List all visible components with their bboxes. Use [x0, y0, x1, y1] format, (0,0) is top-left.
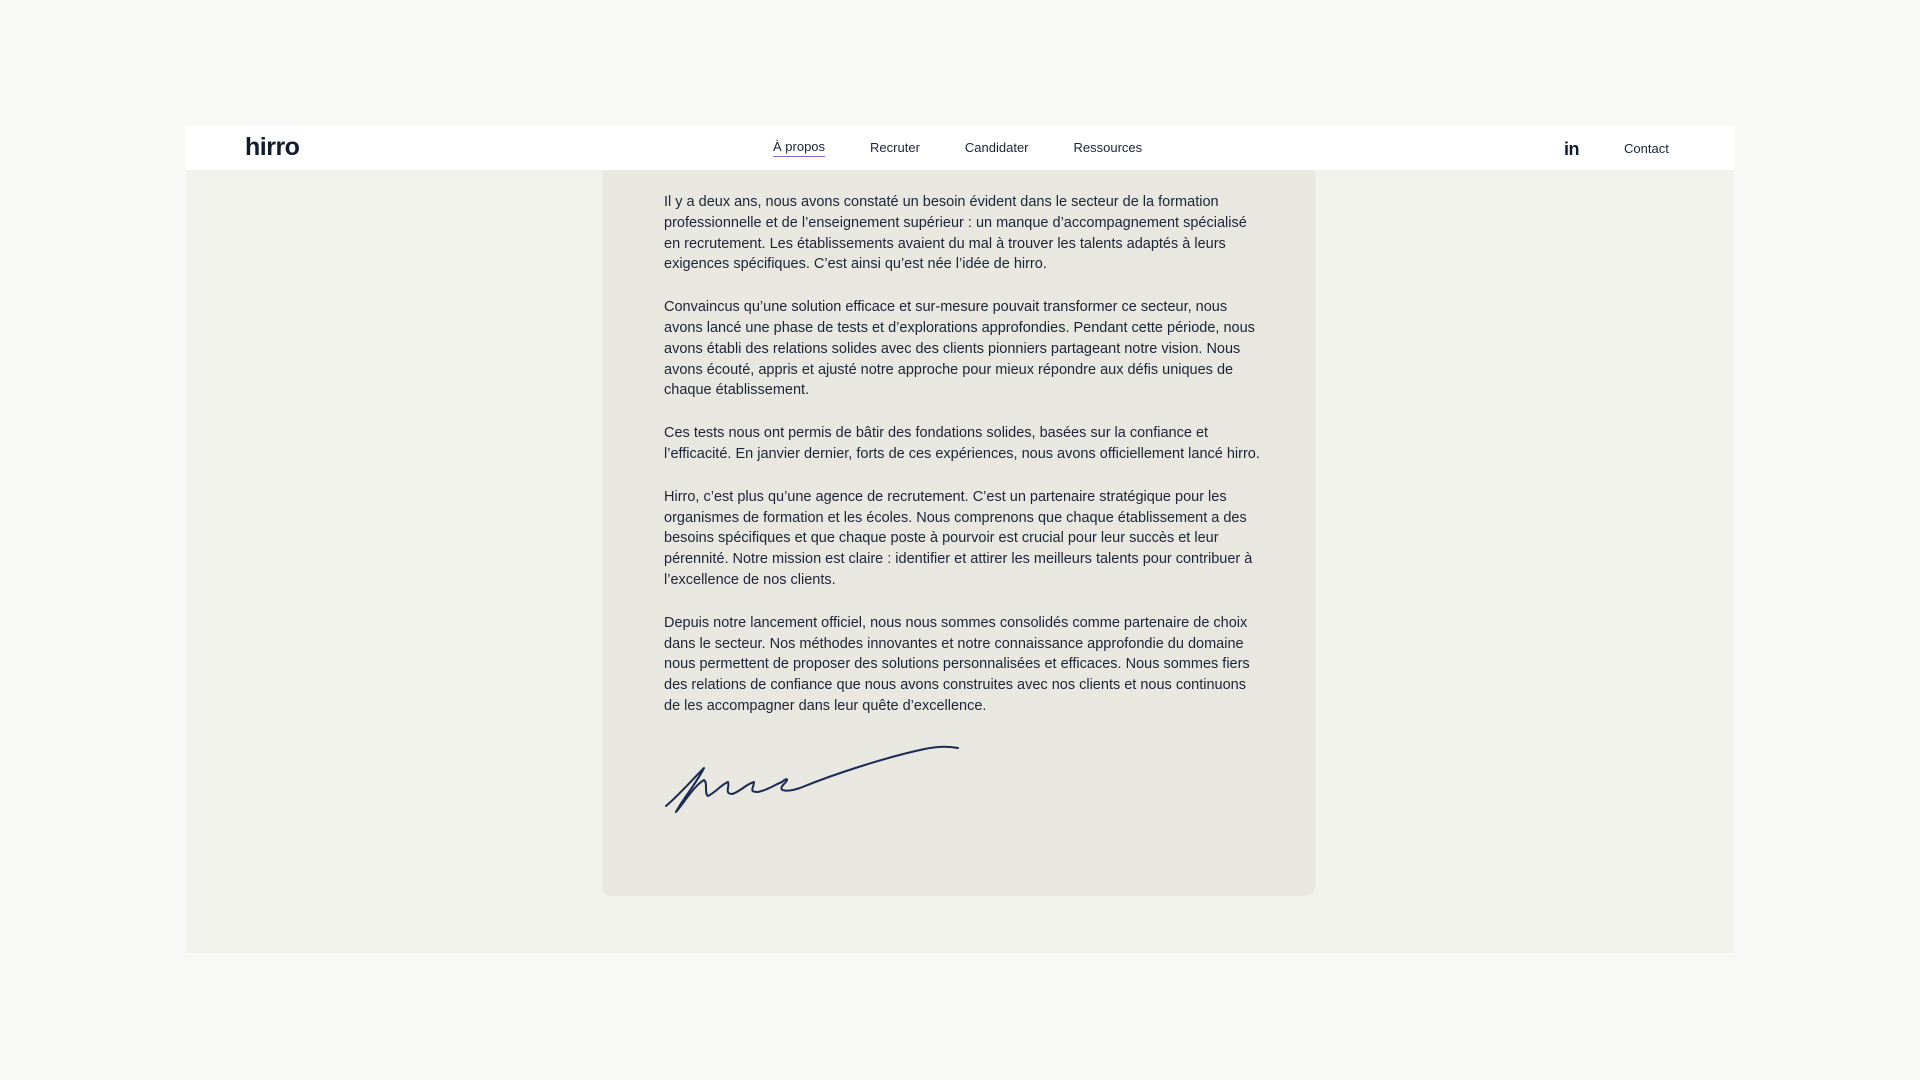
linkedin-icon[interactable]: in — [1564, 139, 1579, 159]
top-navigation — [186, 126, 1734, 170]
nav-link-recruter[interactable]: Recruter — [870, 139, 920, 155]
letter-paragraph-5: Depuis notre lancement officiel, nous nous sommes consolidés comme partenaire de choix dans le secteur. Nos méthodes innovantes et notre connaissance approfondie du domaine nous permettent de proposer des solutions personnalisées et efficaces. Nous sommes fiers des relations de confiance que nous avons construites avec nos clients et nous continuons de les accompagner dans leur quête d’excellence. — [664, 614, 1250, 714]
nav-link-candidater[interactable]: Candidater — [964, 139, 1029, 155]
letter-card — [602, 126, 1315, 896]
nav-link-ressources[interactable]: Ressources — [1073, 139, 1143, 155]
nav-link-a-propos[interactable]: À propos — [773, 139, 825, 157]
letter-paragraph-1: Il y a deux ans, nous avons constaté un besoin évident dans le secteur de la formation professionnelle et de l’enseignement supérieur : un manque d’accompagnement spécialisé en recrutement. Les établissements avaient du mal à trouver les talents adaptés à leurs exigences spécifiques. C’est ainsi qu’est née l’idée de hirro. — [664, 194, 1247, 273]
hirro-logo[interactable]: hirro — [245, 133, 300, 161]
letter-paragraph-4: Hirro, c’est plus qu’une agence de recrutement. C’est un partenaire stratégique pour les organismes de formation et les écoles. Nous comprenons que chaque établissement a des besoins spécifiques et que chaque poste à pourvoir est crucial pour leur succès et leur pérennité. Notre mission est claire : identifier et attirer les meilleurs talents pour contribuer à l’excellence de nos clients. — [664, 488, 1253, 588]
letter-paragraph-3: Ces tests nous ont permis de bâtir des fondations solides, basées sur la confiance et l’efficacité. En janvier dernier, forts de ces expériences, nous avons officiellement lancé hirro. — [664, 425, 1260, 462]
founder-letter — [664, 192, 1264, 739]
main-menu — [773, 126, 1187, 170]
contact-link[interactable]: Contact — [1624, 140, 1669, 156]
letter-paragraph-2: Convaincus qu’une solution efficace et sur-mesure pouvait transformer ce secteur, nous avons lancé une phase de tests et d’explorations approfondies. Pendant cette période, nous avons établi des relations solides avec des clients pionniers partageant notre vision. Nous avons écouté, appris et ajusté notre approche pour mieux répondre aux défis uniques de chaque établissement. — [664, 299, 1255, 399]
signature-image — [664, 740, 964, 820]
browser-frame — [186, 126, 1734, 953]
